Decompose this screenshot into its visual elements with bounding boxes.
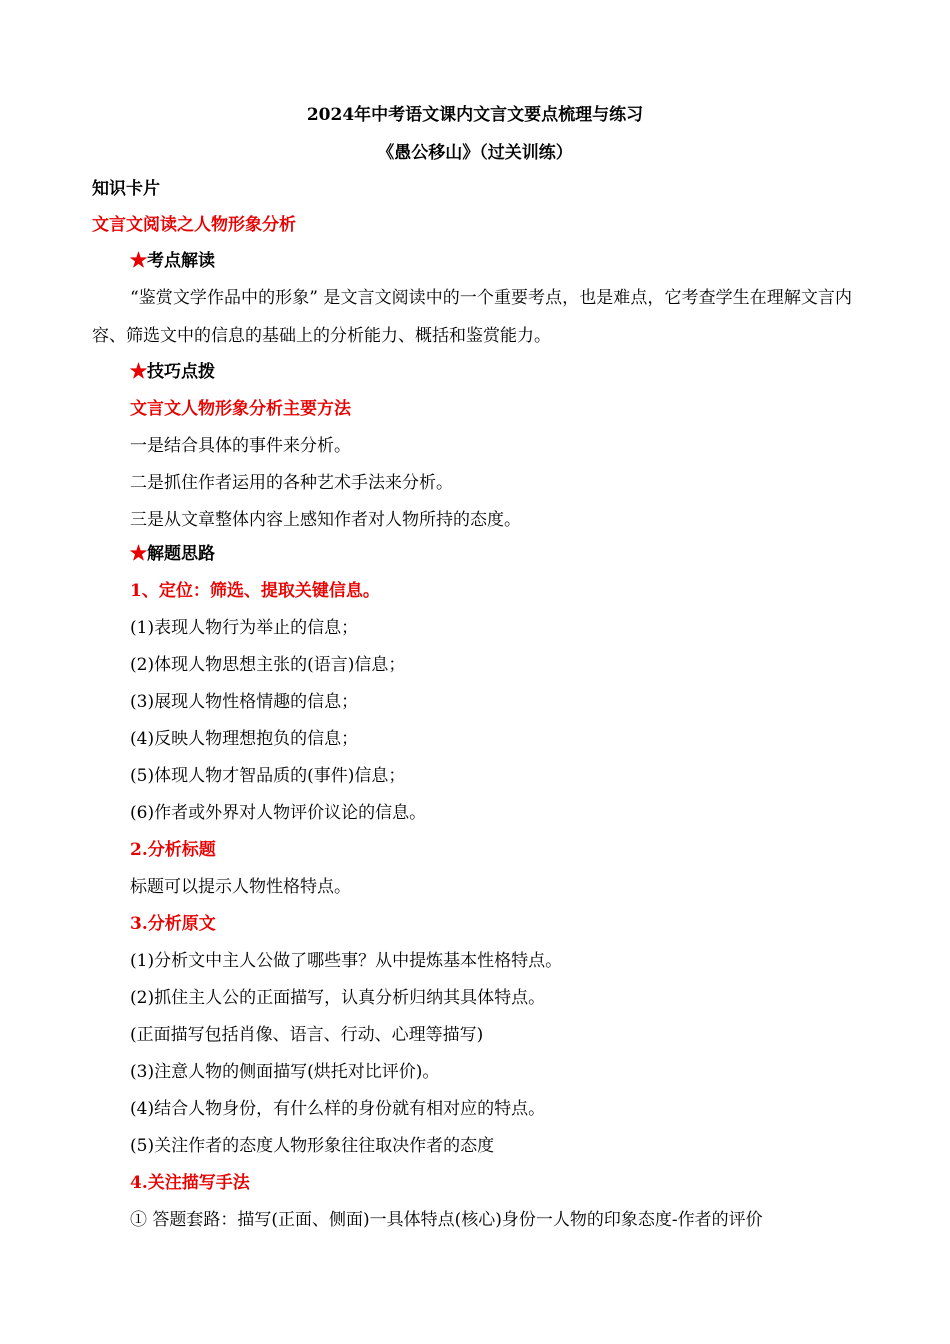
step1-heading: 1、定位：筛选、提取关键信息。 — [130, 581, 380, 601]
step3-item: (1)分析文中主人公做了哪些事？从中提炼基本性格特点。 — [130, 951, 563, 971]
document-subtitle: 《愚公移山》（过关训练） — [377, 143, 573, 163]
method-item: 一是结合具体的事件来分析。 — [130, 436, 351, 456]
knowledge-card-heading: 知识卡片 — [92, 179, 160, 199]
step3-item: (3)注意人物的侧面描写(烘托对比评价)。 — [130, 1062, 440, 1082]
document-title: 2024年中考语文课内文言文要点梳理与练习 — [306, 105, 644, 125]
step3-item: (5)关注作者的态度人物形象往往取决作者的态度 — [130, 1136, 495, 1156]
star-icon: ★ — [130, 362, 147, 382]
step1-item: (1)表现人物行为举止的信息； — [130, 618, 359, 638]
silu-heading-label: 解题思路 — [147, 544, 215, 564]
silu-heading — [130, 542, 215, 566]
jiqiao-heading — [130, 360, 215, 384]
method-item: 三是从文章整体内容上感知作者对人物所持的态度。 — [130, 510, 521, 530]
step2-heading: 2.分析标题 — [130, 840, 216, 860]
kaodian-paragraph: “鉴赏文学作品中的形象” 是文言文阅读中的一个重要考点，也是难点，它考查学生在理解文言内容、筛选文中的信息的基础上的分析能力、概括和鉴赏能力。 — [92, 288, 852, 346]
step1-item: (3)展现人物性格情趣的信息； — [130, 692, 359, 712]
method-heading: 文言文人物形象分析主要方法 — [130, 399, 351, 419]
step1-item: (5)体现人物才智品质的(事件)信息； — [130, 766, 406, 786]
step3-heading: 3.分析原文 — [130, 914, 216, 934]
step1-item: (4)反映人物理想抱负的信息； — [130, 729, 359, 749]
step1-item: (2)体现人物思想主张的(语言)信息； — [130, 655, 406, 675]
step2-text: 标题可以提示人物性格特点。 — [130, 877, 351, 897]
kaodian-heading-label: 考点解读 — [147, 251, 215, 271]
step4-heading: 4.关注描写手法 — [130, 1173, 250, 1193]
jiqiao-heading-label: 技巧点拨 — [147, 362, 215, 382]
star-icon: ★ — [130, 251, 147, 271]
step3-item: (正面描写包括肖像、语言、行动、心理等描写) — [130, 1025, 484, 1045]
section-heading: 文言文阅读之人物形象分析 — [92, 215, 296, 235]
step1-item: (6)作者或外界对人物评价议论的信息。 — [130, 803, 427, 823]
step3-item: (2)抓住主人公的正面描写，认真分析归纳其具体特点。 — [130, 988, 546, 1008]
step3-item: (4)结合人物身份，有什么样的身份就有相对应的特点。 — [130, 1099, 546, 1119]
method-item: 二是抓住作者运用的各种艺术手法来分析。 — [130, 473, 453, 493]
step4-text: ① 答题套路：描写(正面、侧面)一具体特点(核心)身份一人物的印象态度-作者的评价 — [130, 1210, 763, 1230]
kaodian-heading — [130, 249, 215, 273]
star-icon: ★ — [130, 544, 147, 564]
